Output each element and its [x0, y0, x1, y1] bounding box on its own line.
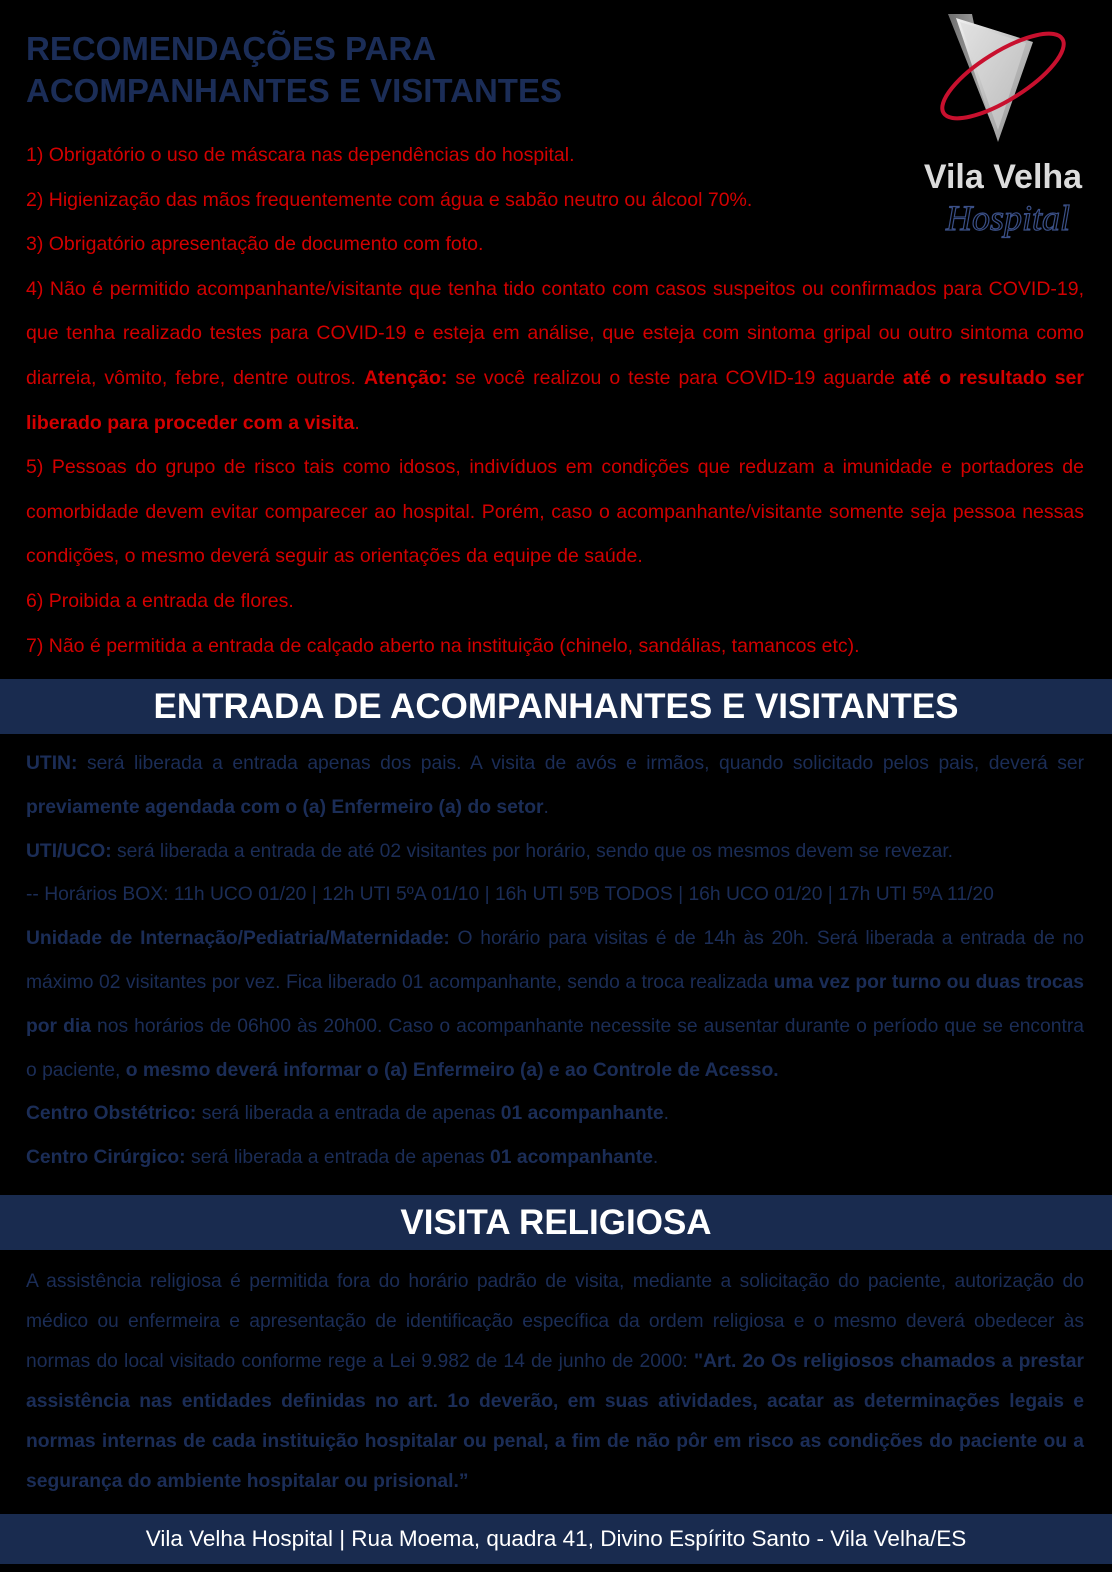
religiosa-heading: VISITA RELIGIOSA	[0, 1195, 1112, 1250]
utin-label: UTIN:	[26, 753, 78, 774]
obstetrico-label: Centro Obstétrico:	[26, 1103, 197, 1125]
logo-tagline: Hospital	[945, 198, 1071, 238]
punctuation: .	[663, 1103, 670, 1125]
recommendation-item: 5) Pessoas do grupo de risco tais como idosos, indivíduos em condições que reduzam a imunidade e portadores de comorbidade devem evitar comparecer ao hospital. Porém, caso o acompanhante/visitante somente seja pessoa nessas condições, o mesmo deverá seguir as orientações da equipe de saúde.	[26, 456, 1084, 568]
punctuation: .	[652, 1147, 659, 1169]
unidade-emphasis: uma vez por turno ou duas trocas por dia	[26, 971, 1085, 1037]
unidade-paragraph	[26, 917, 1084, 1092]
recommendation-item: 7) Não é permitida a entrada de calçado aberto na instituição (chinelo, sandálias, tamancos etc).	[26, 634, 860, 657]
utin-emphasis: previamente agendada com o (a) Enfermeiro (a) do setor	[26, 796, 544, 818]
cirurgico-text: será liberada a entrada de apenas	[185, 1147, 491, 1169]
punctuation: .	[543, 796, 549, 818]
title-line-1: RECOMENDAÇÕES PARA	[26, 30, 437, 67]
recommendation-item	[26, 267, 1084, 445]
recommendation-text: 4) Não é permitido acompanhante/visitante que tenha tido contato com casos suspeitos ou confirmados para COVID-19, que tenha realizado testes para COVID-19 e esteja em análise, que esteja com sintoma gripal ou outro sintoma como diarreia, vômito, febre, dentre outros.	[26, 277, 1084, 389]
punctuation: .	[354, 411, 360, 434]
page-title	[26, 28, 726, 112]
unidade-text: nos horários de 06h00 às 20h00. Caso o acompanhante necessite se ausentar durante o período que se encontra o paciente,	[26, 1015, 1085, 1081]
title-line-2: ACOMPANHANTES E VISITANTES	[26, 72, 562, 109]
obstetrico-emphasis: 01 acompanhante	[500, 1103, 664, 1125]
utin-text: será liberada a entrada apenas dos pais. A visita de avós e irmãos, quando solicitado pelos pais, deverá ser	[77, 753, 1084, 774]
law-quote: "Art. 2o Os religiosos chamados a prestar assistência nas entidades definidas no art. 1o deverão, em suas atividades, acatar as determinações legais e normas internas de cada instituição hospitalar ou penal, a fim de não pôr em risco as condições do paciente ou a segurança do ambiente hospitalar ou prisional.”	[26, 1351, 1084, 1492]
horarios-box: -- Horários BOX: 11h UCO 01/20 | 12h UTI 5ºA 01/10 | 16h UTI 5ºB TODOS | 16h UCO 01/20 | 17h UTI 5ºA 11/20	[26, 884, 994, 906]
unidade-label: Unidade de Internação/Pediatria/Maternidade:	[26, 928, 450, 950]
uti-paragraph	[26, 830, 1084, 874]
utin-paragraph	[26, 742, 1084, 830]
recommendation-emphasis: até o resultado ser liberado para proceder com a visita	[26, 366, 1084, 434]
uti-label: UTI/UCO:	[26, 840, 112, 862]
religiosa-paragraph	[26, 1262, 1084, 1502]
cirurgico-paragraph	[26, 1136, 1084, 1180]
recommendation-text: se você realizou o teste para COVID-19 aguarde	[447, 366, 903, 389]
footer-address: Vila Velha Hospital | Rua Moema, quadra 41, Divino Espírito Santo - Vila Velha/ES	[0, 1514, 1112, 1564]
recommendation-item: 2) Higienização das mãos frequentemente com água e sabão neutro ou álcool 70%.	[26, 188, 753, 211]
entrada-section	[26, 742, 1084, 1180]
obstetrico-paragraph	[26, 1092, 1084, 1136]
obstetrico-text: será liberada a entrada de apenas	[196, 1103, 501, 1125]
unidade-text: O horário para visitas é de 14h às 20h. Será liberada a entrada de no máximo 02 visitantes por vez. Fica liberado 01 acompanhante, sendo a troca realizada	[26, 928, 1085, 993]
attention-label: Atenção:	[363, 366, 448, 389]
uti-text: será liberada a entrada de até 02 visitantes por horário, sendo que os mesmos devem se revezar.	[111, 840, 954, 862]
cirurgico-label: Centro Cirúrgico:	[26, 1147, 186, 1169]
religiosa-text: A assistência religiosa é permitida fora do horário padrão de visita, mediante a solicitação do paciente, autorização do médico ou enfermeira e apresentação de identificação específica da ordem religiosa e o mesmo deverá obedecer às normas do local visitado conforme rege a Lei 9.982 de 14 de junho de 2000:	[26, 1271, 1084, 1372]
logo-brand: Vila Velha	[923, 158, 1083, 196]
entrada-heading: ENTRADA DE ACOMPANHANTES E VISITANTES	[0, 679, 1112, 734]
cirurgico-emphasis: 01 acompanhante	[490, 1147, 653, 1169]
recommendations-list	[26, 133, 1084, 668]
recommendation-item: 6) Proibida a entrada de flores.	[26, 589, 294, 612]
recommendation-item: 1) Obrigatório o uso de máscara nas dependências do hospital.	[26, 144, 575, 166]
unidade-emphasis: o mesmo deverá informar o (a) Enfermeiro (a) e ao Controle de Acesso.	[125, 1059, 779, 1081]
recommendation-item: 3) Obrigatório apresentação de documento com foto.	[26, 233, 484, 256]
